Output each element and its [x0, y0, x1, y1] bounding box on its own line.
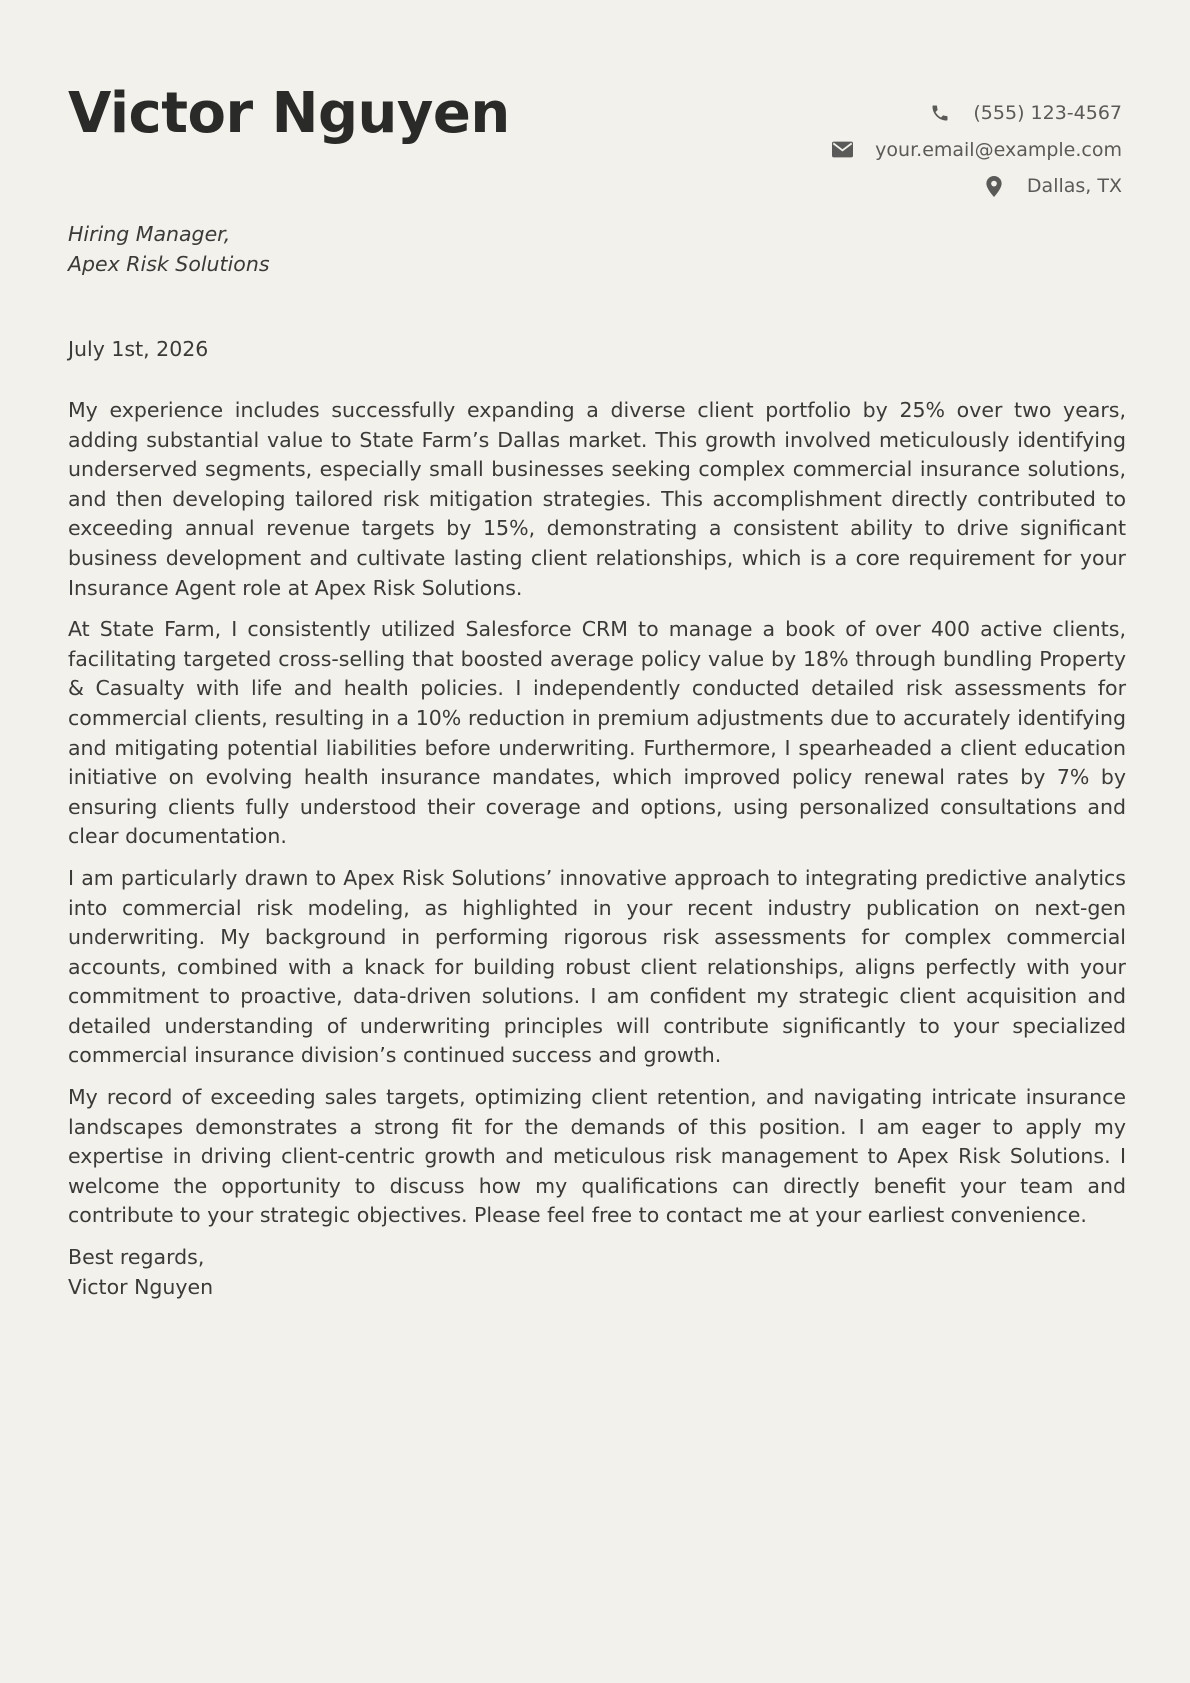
paragraph: My experience includes successfully expanding a diverse client portfolio by 25% over two years, adding substantial value to State Farm’s Dallas market. This growth involved meticulously identifying underserved segments, especially small businesses seeking complex commercial insurance solutions, and then developing tailored risk mitigation strategies. This accomplishment directly contributed to exceeding annual revenue targets by 15%, demonstrating a consistent ability to drive significant business development and cultivate lasting client relationships, which is a core requirement for your Insurance Agent role at Apex Risk Solutions. — [68, 398, 1126, 600]
location-text: Dallas, TX — [1026, 175, 1122, 198]
map-pin-icon — [983, 175, 1005, 197]
paragraph: At State Farm, I consistently utilized Salesforce CRM to manage a book of over 400 active clients, facilitating targeted cross-selling that boosted average policy value by 18% through bundling Property & Casualty with life and health policies. I independently conducted detailed risk assessments for commercial clients, resulting in a 10% reduction in premium adjustments due to accurately identifying and mitigating potential liabilities before underwriting. Furthermore, I spearheaded a client education initiative on evolving health insurance mandates, which improved policy renewal rates by 7% by ensuring clients fully understood their coverage and options, using personalized consultations and clear documentation. — [68, 617, 1126, 849]
recipient-block — [68, 219, 270, 279]
recipient-title: Hiring Manager, — [68, 222, 231, 246]
letter-header — [68, 0, 1122, 200]
contact-info — [831, 95, 1122, 205]
closing-salutation: Best regards, — [68, 1245, 205, 1270]
contact-email — [831, 132, 1122, 169]
paragraph: I am particularly drawn to Apex Risk Solutions’ innovative approach to integrating predictive analytics into commercial risk modeling, as highlighted in your recent industry publication on next-gen underwriting. My background in performing rigorous risk assessments for complex commercial accounts, combined with a knack for building robust client relationships, aligns perfectly with your commitment to proactive, data-driven solutions. I am confident my strategic client acquisition and detailed understanding of underwriting principles will contribute significantly to your specialized commercial insurance division’s continued success and growth. — [68, 865, 1126, 1068]
sender-name: Victor Nguyen — [68, 81, 510, 146]
envelope-icon — [831, 139, 853, 161]
letter-date: July 1st, 2026 — [68, 337, 209, 361]
contact-phone — [831, 95, 1122, 132]
email-text: your.email@example.com — [875, 138, 1122, 161]
phone-icon — [929, 102, 951, 124]
phone-text: (555) 123-4567 — [973, 102, 1122, 125]
recipient-company: Apex Risk Solutions — [68, 252, 270, 276]
closing-signature: Victor Nguyen — [68, 1274, 214, 1299]
closing-block — [68, 1243, 1126, 1302]
letter-body — [68, 396, 1126, 1302]
paragraph: My record of exceeding sales targets, optimizing client retention, and navigating intricate insurance landscapes demonstrates a strong fit for the demands of this position. I am eager to apply my expertise in driving client-centric growth and meticulous risk management to Apex Risk Solutions. I welcome the opportunity to discuss how my qualifications can directly benefit your team and contribute to your strategic objectives. Please feel free to contact me at your earliest convenience. — [68, 1085, 1126, 1228]
contact-location — [831, 168, 1122, 205]
